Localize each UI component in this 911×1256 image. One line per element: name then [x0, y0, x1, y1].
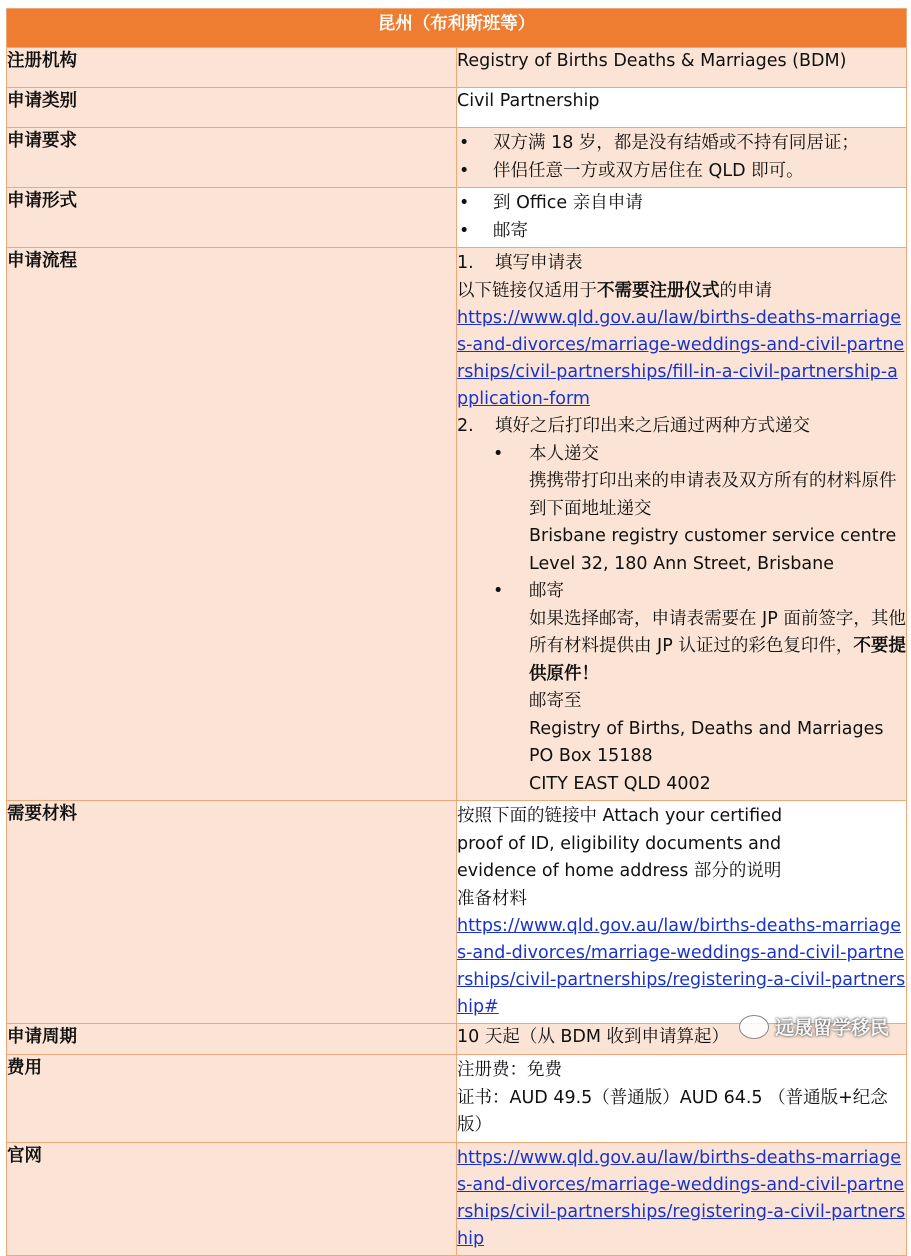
link-note: 以下链接仅适用于不需要注册仪式的申请	[457, 280, 772, 301]
info-table	[6, 8, 907, 1256]
step-2: 2. 填好之后打印出来之后通过两种方式递交	[457, 416, 810, 436]
bullet-icon: •	[459, 193, 470, 213]
label-requirements: 申请要求	[7, 128, 457, 188]
row-website	[7, 1142, 907, 1255]
value-form	[457, 188, 907, 248]
bullet-icon: •	[493, 443, 504, 464]
label-materials: 需要材料	[7, 801, 457, 1024]
value-requirements	[457, 128, 907, 188]
list-item: • 邮寄	[457, 218, 906, 246]
list-item: • 伴侣任意一方或双方居住在 QLD 即可。	[457, 158, 906, 186]
label-fees: 费用	[7, 1055, 457, 1143]
table-title: 昆州（布利斯班等）	[7, 9, 907, 48]
application-form-link[interactable]: https://www.qld.gov.au/law/births-deaths-marriages-and-divorces/marriage-weddings-and-civil-partnerships/civil-partnerships/fill-in-a-civil-partnership-application-form	[457, 308, 905, 409]
value-process: 1. 填写申请表 以下链接仅适用于不需要注册仪式的申请 https://www.qld.gov.au/law/births-deaths-marriages-and-divorces/marriage-weddings-and-civil-partnerships/civil-partnerships/fill-in-a-civil-partnership-application-form 2. 填好之后打印出来之后通过两种方式递交 • 本人递交 携携带打印出来的申请表及双方所有的材料原件到下面地址递交 Brisbane registry customer service centre Level 32, 180 Ann Street, Brisbane • 邮寄 如果选择邮寄，申请表需要在 JP 面前签字，其他所有材料提供由 JP 认证过的彩色复印件，不要提供原件！ 邮寄至 Registry of Births, Deaths and Marriages PO Box 15188 CITY EAST QLD 4002	[457, 248, 907, 801]
label-website: 官网	[7, 1142, 457, 1255]
row-category	[7, 88, 907, 128]
value-period: 10 天起（从 BDM 收到申请算起）	[457, 1024, 907, 1055]
row-process	[7, 248, 907, 801]
list-item: • 到 Office 亲自申请	[457, 190, 906, 218]
list-item: • 双方满 18 岁，都是没有结婚或不持有同居证；	[457, 130, 906, 158]
official-website-link[interactable]: https://www.qld.gov.au/law/births-deaths-marriages-and-divorces/marriage-weddings-and-civil-partnerships/civil-partnerships/registering-a-civil-partnership	[457, 1147, 906, 1249]
bullet-icon: •	[459, 220, 470, 241]
row-fees	[7, 1055, 907, 1143]
value-agency: Registry of Births Deaths & Marriages (BDM)	[457, 48, 907, 88]
value-website	[457, 1142, 907, 1255]
value-fees: 注册费：免费 证书：AUD 49.5（普通版）AUD 64.5 （普通版+纪念版）	[457, 1055, 907, 1143]
list-item: • 本人递交	[457, 441, 906, 469]
value-category: Civil Partnership	[457, 88, 907, 128]
bullet-icon: •	[459, 133, 470, 153]
watermark	[739, 1013, 889, 1040]
value-materials: 按照下面的链接中 Attach your certified proof of ID, eligibility documents and evidence of home address 部分的说明准备材料 https://www.qld.gov.au/law/births-deaths-marriages-and-divorces/marriage-weddings-and-civil-partnerships/civil-partnerships/registering-a-civil-partnership#	[457, 801, 907, 1024]
watermark-text: 远晟留学移民	[774, 1017, 889, 1039]
bullet-icon: •	[493, 581, 504, 601]
mail-instructions: 如果选择邮寄，申请表需要在 JP 面前签字，其他所有材料提供由 JP 认证过的彩色复印件，不要提供原件！	[529, 608, 906, 684]
bullet-icon: •	[459, 160, 470, 181]
label-agency: 注册机构	[7, 48, 457, 88]
label-form: 申请形式	[7, 188, 457, 248]
row-form	[7, 188, 907, 248]
label-period: 申请周期	[7, 1024, 457, 1055]
row-materials	[7, 801, 907, 1024]
list-item: • 邮寄	[457, 578, 906, 606]
row-requirements	[7, 128, 907, 188]
wechat-icon	[739, 1015, 769, 1039]
materials-link[interactable]: https://www.qld.gov.au/law/births-deaths-marriages-and-divorces/marriage-weddings-and-civil-partnerships/civil-partnerships/registering-a-civil-partnership#	[457, 916, 906, 1017]
row-agency	[7, 48, 907, 88]
label-category: 申请类别	[7, 88, 457, 128]
label-process: 申请流程	[7, 248, 457, 801]
step-1: 1. 填写申请表	[457, 253, 583, 273]
